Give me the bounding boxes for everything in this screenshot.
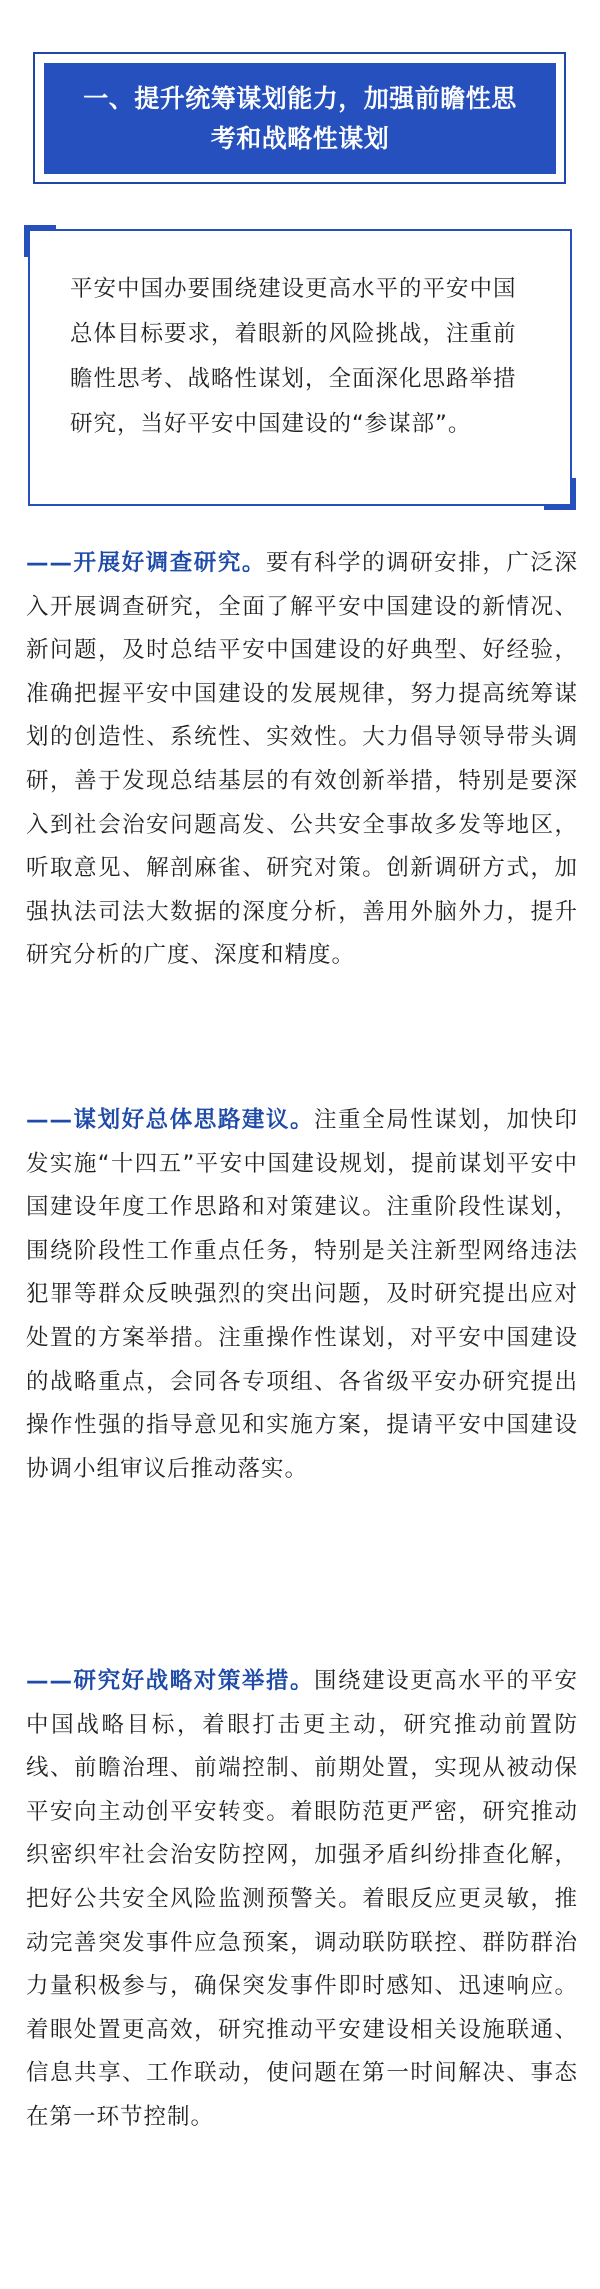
- paragraph-lead: ——开展好调查研究。: [26, 550, 266, 576]
- paragraph-body: 注重全局性谋划，加快印发实施“十四五”平安中国建设规划，提前谋划平安中国建设年度工作思路和对策建议。注重阶段性谋划，围绕阶段性工作重点任务，特别是关注新型网络违法犯罪等群众反映强烈的突出问题，及时研究提出应对处置的方案举措。注重操作性谋划，对平安中国建设的战略重点，会同各专项组、各省级平安办研究提出操作性强的指导意见和实施方案，提请平安中国建设协调小组审议后推动落实。: [26, 1107, 578, 1482]
- section-title: 一、提升统筹谋划能力，加强前瞻性思考和战略性谋划: [83, 83, 517, 153]
- summary-panel: [28, 229, 572, 506]
- summary-box: [24, 225, 576, 510]
- paragraph-body: 要有科学的调研安排，广泛深入开展调查研究，全面了解平安中国建设的新情况、新问题，及时总结平安中国建设的好典型、好经验，准确把握平安中国建设的发展规律，努力提高统筹谋划的创造性、系统性、实效性。大力倡导领导带头调研，善于发现总结基层的有效创新举措，特别是要深入到社会治安问题高发、公共安全事故多发等地区，听取意见、解剖麻雀、研究对策。创新调研方式，加强执法司法大数据的深度分析，善用外脑外力，提升研究分析的广度、深度和精度。: [26, 550, 578, 969]
- paragraph-lead: ——研究好战略对策举措。: [26, 1668, 315, 1694]
- paragraph-overall-plan: [26, 1099, 578, 1491]
- paragraph-body: 围绕建设更高水平的平安中国战略目标，着眼打击更主动，研究推动前置防线、前瞻治理、前端控制、前期处置，实现从被动保平安向主动创平安转变。着眼防范更严密，研究推动织密织牢社会治安防控网，加强矛盾纠纷排查化解，把好公共安全风险监测预警关。着眼反应更灵敏，推动完善突发事件应急预案，调动联防联控、群防群治力量积极参与，确保突发事件即时感知、迅速响应。着眼处置更高效，研究推动平安建设相关设施联通、信息共享、工作联动，使问题在第一时间解决、事态在第一环节控制。: [26, 1668, 578, 2130]
- paragraph-research: [26, 542, 578, 978]
- paragraph-strategy: [26, 1660, 578, 2140]
- title-banner: [44, 63, 556, 174]
- summary-text: 平安中国办要围绕建设更高水平的平安中国总体目标要求，着眼新的风险挑战，注重前瞻性思考、战略性谋划，全面深化思路举措研究，当好平安中国建设的“参谋部”。: [70, 276, 517, 437]
- paragraph-lead: ——谋划好总体思路建议。: [26, 1107, 315, 1133]
